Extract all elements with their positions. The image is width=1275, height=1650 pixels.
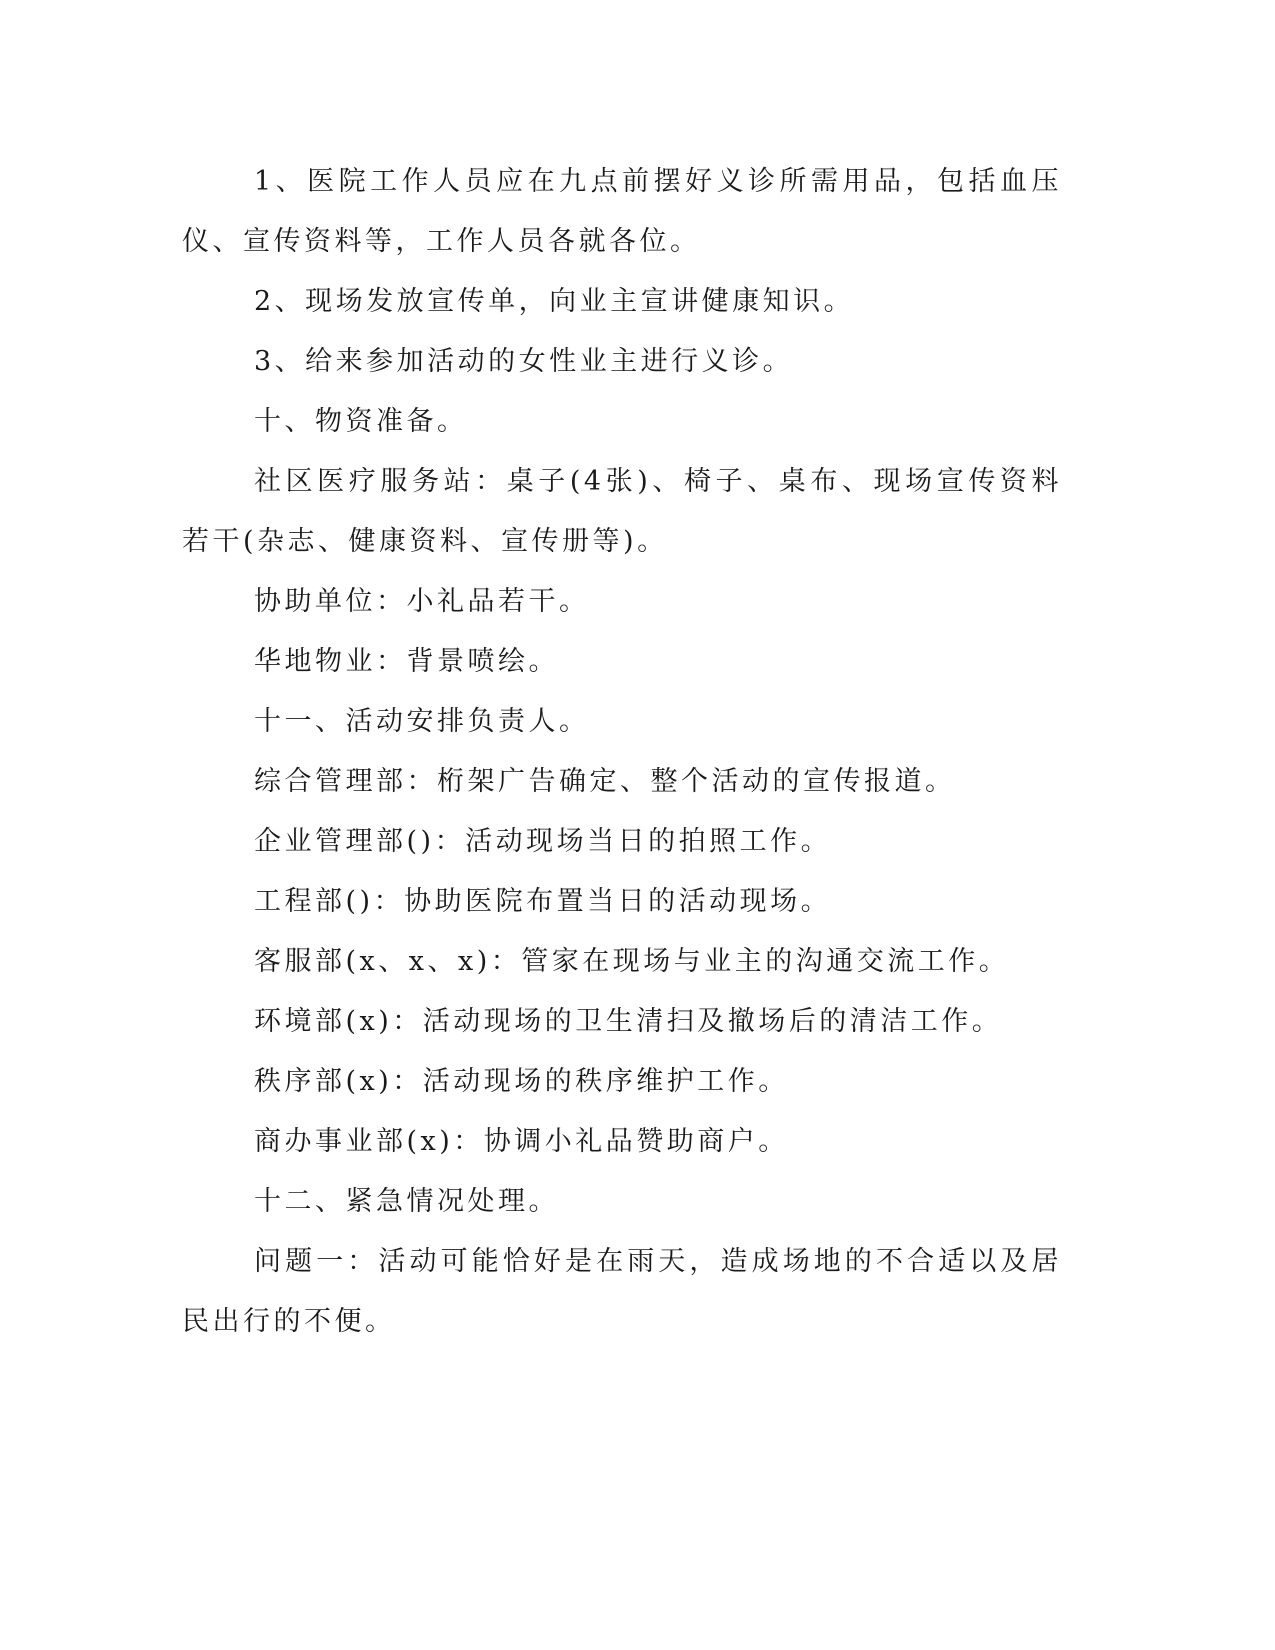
document-body bbox=[182, 152, 1062, 1352]
paragraph-environment-dept: 环境部(x)：活动现场的卫生清扫及撤场后的清洁工作。 bbox=[254, 1006, 1003, 1037]
paragraph-property: 华地物业：背景喷绘。 bbox=[254, 646, 559, 677]
list-item-flyers: 2、现场发放宣传单，向业主宣讲健康知识。 bbox=[254, 286, 855, 317]
paragraph-assisting-unit: 协助单位：小礼品若干。 bbox=[254, 586, 590, 617]
paragraph-engineering-dept: 工程部()：协助医院布置当日的活动现场。 bbox=[254, 886, 832, 917]
paragraph-enterprise-dept: 企业管理部()：活动现场当日的拍照工作。 bbox=[254, 826, 832, 857]
section-heading-responsible: 十一、活动安排负责人。 bbox=[254, 706, 590, 737]
section-heading-emergency: 十二、紧急情况处理。 bbox=[254, 1186, 559, 1217]
paragraph-medical-station: 社区医疗服务站：桌子(4张)、椅子、桌布、现场宣传资料若干(杂志、健康资料、宣传册等)。 bbox=[182, 466, 1062, 557]
paragraph-order-dept: 秩序部(x)：活动现场的秩序维护工作。 bbox=[254, 1066, 789, 1097]
list-item-clinic: 3、给来参加活动的女性业主进行义诊。 bbox=[254, 346, 794, 377]
paragraph-customer-service-dept: 客服部(x、x、x)：管家在现场与业主的沟通交流工作。 bbox=[254, 946, 1010, 977]
list-item-setup: 1、医院工作人员应在九点前摆好义诊所需用品，包括血压仪、宣传资料等，工作人员各就各位。 bbox=[182, 166, 1062, 257]
paragraph-problem-one: 问题一：活动可能恰好是在雨天，造成场地的不合适以及居民出行的不便。 bbox=[182, 1246, 1062, 1337]
paragraph-commercial-dept: 商办事业部(x)：协调小礼品赞助商户。 bbox=[254, 1126, 789, 1157]
paragraph-admin-dept: 综合管理部：桁架广告确定、整个活动的宣传报道。 bbox=[254, 766, 956, 797]
section-heading-materials: 十、物资准备。 bbox=[254, 406, 468, 437]
